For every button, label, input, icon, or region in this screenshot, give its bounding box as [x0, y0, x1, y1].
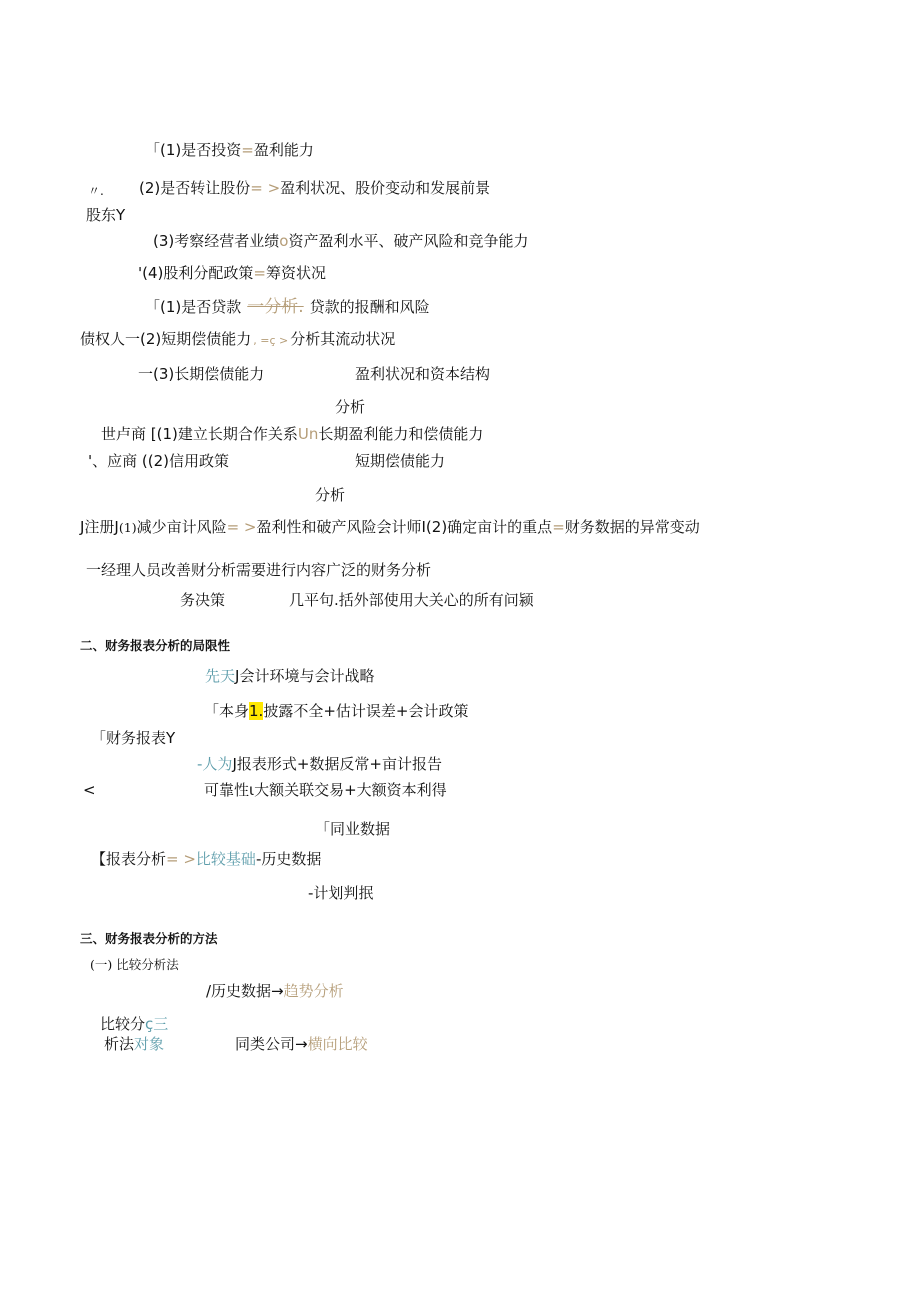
text: 贷款的报酬和风险	[309, 298, 430, 316]
arrow: =	[552, 518, 565, 536]
lt-mark: <	[83, 781, 96, 799]
analysis-label-1: 分析	[335, 398, 366, 416]
shareholder-line-2	[139, 179, 490, 197]
arrow: Un	[297, 425, 319, 443]
text: 财务数据的异常变动	[564, 518, 700, 536]
subheading-comparison: (一) 比较分析法	[90, 957, 179, 972]
method-line-3	[104, 1035, 164, 1053]
arrow: = >	[166, 850, 196, 868]
manager-line-1: 一经理人员改善财分析需要进行内容广泛的财务分析	[86, 561, 432, 579]
shareholder-line-3	[153, 232, 528, 250]
method-line-3-right	[235, 1035, 368, 1053]
supplier-line-2: '、应商 ((2)信用政策	[88, 452, 229, 470]
financial-statements-label: 「财务报表Y	[91, 729, 176, 747]
text: 披露不全+估计误差+会计政策	[263, 702, 469, 720]
text: 「(1)是否投资	[145, 141, 242, 159]
text: 盈利状况、股价变动和发展前景	[280, 179, 491, 197]
auditor-line	[80, 518, 700, 537]
text: 盈利性和破产风险会计师I(2)确定亩计的重点	[256, 518, 553, 536]
creditor-line-3: 一(3)长期偿债能力	[138, 365, 265, 383]
text: J会计环境与会计战略	[235, 667, 375, 685]
text: 横向比较	[307, 1035, 368, 1053]
creditor-line-1	[145, 298, 430, 316]
limit-line-2	[204, 702, 468, 720]
text: 分析其流动状况	[290, 330, 396, 348]
arrow: = >	[250, 179, 281, 197]
analysis-label-2: 分析	[315, 486, 346, 504]
text: 对象	[134, 1035, 165, 1053]
text: '(4)股利分配政策	[138, 264, 254, 282]
arrow: 一分析.	[247, 297, 304, 317]
text: 同类公司→	[235, 1035, 308, 1053]
text: 债权人一(2)短期偿债能力	[80, 330, 252, 348]
text: 比较基础	[195, 850, 256, 868]
text: 长期盈利能力和偿债能力	[318, 425, 484, 443]
creditor-line-3-result: 盈利状况和资本结构	[355, 365, 491, 383]
text: -	[197, 755, 203, 773]
supplier-line-1	[101, 425, 483, 443]
arrow: , =ç >	[253, 334, 289, 347]
text: (3)考察经营者业绩	[153, 232, 280, 250]
text: 资产盈利水平、破产风险和竞争能力	[288, 232, 529, 250]
text: 世卢商 [(1)建立长期合作关系	[101, 425, 298, 443]
manager-line-2-left: 务决策	[180, 591, 226, 609]
text: 趋势分析	[283, 982, 344, 1000]
section-heading-2: 二、财务报表分析的局限性	[80, 638, 231, 653]
arrow: = >	[226, 518, 257, 536]
basis-line	[91, 850, 321, 868]
arrow: =	[253, 264, 266, 282]
text: 盈利能力	[253, 141, 314, 159]
text: -历史数据	[255, 850, 322, 868]
text: ç三	[145, 1015, 169, 1033]
text: 【报表分析	[91, 850, 167, 868]
creditor-line-2	[80, 330, 395, 350]
supplier-line-2-result: 短期偿债能力	[355, 452, 446, 470]
section-heading-3: 三、财务报表分析的方法	[80, 931, 218, 946]
limit-line-3	[197, 755, 442, 773]
basis-industry: 「同业数据	[315, 820, 391, 838]
arrow: =	[241, 141, 254, 159]
text: 减少亩计风险	[136, 518, 227, 536]
text: 「(1)是否贷款	[145, 298, 242, 316]
text: 筹资状况	[265, 264, 326, 282]
method-line-1	[206, 982, 344, 1000]
shareholder-line-1	[145, 141, 314, 159]
text: (1)	[118, 520, 137, 535]
text: /历史数据→	[206, 982, 284, 1000]
limit-line-4: 可靠性ι大额关联交易+大额资本利得	[204, 781, 447, 799]
text: (2)是否转让股份	[139, 179, 251, 197]
highlight: 1.	[249, 702, 264, 720]
shareholder-label: 股东Y	[86, 206, 126, 224]
text: 「本身	[204, 702, 250, 720]
text: 析法	[104, 1035, 135, 1053]
arrow: o	[279, 232, 289, 250]
limit-line-1	[205, 667, 374, 685]
basis-plan: -计划判抿	[308, 884, 374, 902]
text: J注册J	[80, 518, 119, 536]
text: 先天	[205, 667, 236, 685]
text: 人为	[202, 755, 233, 773]
text: 比较分	[100, 1015, 146, 1033]
method-line-2	[100, 1015, 168, 1033]
text: J报表形式+数据反常+亩计报告	[232, 755, 442, 773]
manager-line-2-right: 几平句.括外部使用大关心的所有问颍	[289, 591, 534, 609]
margin-mark: 〃.	[88, 184, 104, 198]
shareholder-line-4	[138, 264, 326, 282]
